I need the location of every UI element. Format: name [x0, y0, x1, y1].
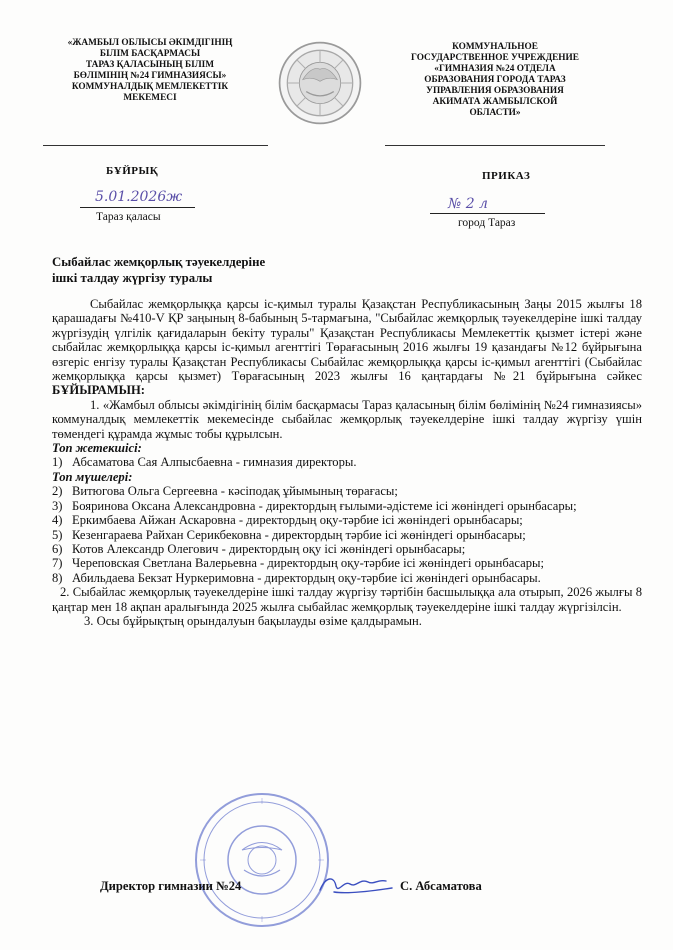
list-number: 3): [52, 498, 63, 513]
header-ru-block: [395, 42, 595, 119]
list-item: [52, 556, 642, 570]
order-word: БҰЙЫРАМЫН:: [52, 383, 146, 398]
subject-line: Сыбайлас жемқорлық тәуекелдеріне: [52, 255, 266, 269]
paragraph-2: 2. Сыбайлас жемқорлық тәуекелдеріне ішкі талдау жүргізу тәртібін басшылыққа ала отырып, 2026 жылғы 8 қаңтар мен 18 ақпан аралығында 2025 жылға сыбайлас жемқорлық тәуекелдеріне ішкі талдау жүргізілсін.: [52, 585, 642, 614]
header-ru-line: ОБРАЗОВАНИЯ ГОРОДА ТАРАЗ: [424, 75, 566, 85]
list-text: Абильдаева Бекзат Нуркеримовна - директордың оқу-тәрбие ісі жөніндегі орынбасары.: [72, 570, 541, 585]
list-number: 2): [52, 484, 63, 499]
signer-name: С. Абсаматова: [400, 879, 482, 893]
city-kz: Тараз қаласы: [96, 211, 161, 223]
list-text: Кезенгараева Райхан Серикбековна - директордың тәрбие ісі жөніндегі орынбасары;: [72, 527, 526, 542]
order-body: [52, 297, 642, 628]
signer-position: Директор гимназии №24: [100, 879, 242, 893]
header-kz-line: БІЛІМ БАСҚАРМАСЫ: [99, 49, 201, 59]
list-text: Абсаматова Сая Алпысбаевна - гимназия директоры.: [72, 455, 357, 470]
order-title-ru: ПРИКАЗ: [482, 170, 531, 182]
header-kz-line: «ЖАМБЫЛ ОБЛЫСЫ ӘКІМДІГІНІҢ: [67, 38, 233, 48]
members-heading: Топ мүшелері:: [52, 469, 133, 484]
list-item: [52, 484, 642, 498]
order-date: 5.01.2026ж: [95, 189, 183, 205]
header-ru-line: КОММУНАЛЬНОЕ: [452, 42, 538, 52]
header-ru-line: АКИМАТА ЖАМБЫЛСКОЙ: [432, 97, 558, 107]
paragraph-3: 3. Осы бұйрықтың орындалуын бақылауды өзіме қалдырамын.: [84, 613, 422, 628]
header-kz-line: КОММУНАЛДЫҚ МЕМЛЕКЕТТІК: [71, 82, 229, 92]
header-ru-line: ГОСУДАРСТВЕННОЕ УЧРЕЖДЕНИЕ: [411, 53, 579, 63]
order-number: № 2 л: [448, 196, 488, 212]
official-stamp-icon: [192, 790, 332, 930]
state-emblem-icon: [277, 40, 363, 126]
order-subject: [52, 254, 265, 286]
list-text: Котов Александр Олегович - директордың оқу ісі жөніндегі орынбасары;: [72, 541, 466, 556]
list-number: 8): [52, 570, 63, 585]
city-ru: город Тараз: [458, 217, 516, 229]
header-ru-line: «ГИМНАЗИЯ №24 ОТДЕЛА: [434, 64, 556, 74]
list-number: 4): [52, 513, 63, 528]
subject-line: ішкі талдау жүргізу туралы: [52, 271, 213, 285]
header-kz-line: ТАРАЗ ҚАЛАСЫНЫҢ БІЛІМ: [85, 60, 215, 70]
list-item: [52, 528, 642, 542]
intro-text: Сыбайлас жемқорлыққа қарсы іс-қимыл туралы Қазақстан Республикасының Заңы 2015 жылғы 18 қарашадағы №410-V ҚР заңының 8-бабының 5-тармағына, "Сыбайлас жемқорлық тәуекелдеріне ішкі талдау жүргізудің үлгілік қағидаларын бекіту туралы" Қазақстан Республикасы Мемлекеттік қызмет істері және сыбайлас жемқорлыққа қарсы іс-қимыл агенттігі Төрағасының 2016 жылғы 19 қазандағы №12 бұйрығына өзгеріс енгізу туралы Қазақстан Республикасы Сыбайлас жемқорлыққа қарсы іс-қимыл агенттігі (Сыбайлас жемқорлыққа қарсы қызмет) Төрағасының 2023 жылғы 16 қаңтардағы №21 бұйрығына сәйкес: [52, 297, 642, 384]
intro-paragraph: [52, 297, 642, 398]
header-kz-line: МЕКЕМЕСІ: [123, 93, 177, 103]
list-item: [52, 542, 642, 556]
list-text: Витюгова Ольга Сергеевна - кәсіподақ ұйымының төрағасы;: [72, 484, 398, 499]
leader-heading: Топ жетекшісі:: [52, 441, 142, 456]
header-rule-left: [43, 145, 268, 146]
list-text: Бояринова Оксана Александровна - директордың ғылыми-әдістеме ісі жөніндегі орынбасары;: [72, 498, 577, 513]
list-item: [52, 513, 642, 527]
list-item: [52, 455, 642, 469]
list-item: [52, 499, 642, 513]
header-kz-block: [40, 38, 260, 104]
header-ru-line: ОБЛАСТИ»: [469, 108, 521, 118]
list-text: Еркимбаева Айжан Аскаровна - директордың оқу-тәрбие ісі жөніндегі орынбасары;: [72, 513, 523, 528]
list-item: [52, 571, 642, 585]
list-text: Череповская Светлана Валерьевна - директордың оқу-тәрбие ісі жөніндегі орынбасары;: [72, 556, 544, 571]
list-number: 7): [52, 556, 63, 571]
order-title-kz: БҰЙРЫҚ: [106, 165, 159, 177]
handwritten-signature-icon: [316, 870, 396, 900]
list-number: 1): [52, 455, 63, 470]
list-number: 5): [52, 527, 63, 542]
number-underline: [430, 213, 545, 214]
date-underline: [80, 207, 195, 208]
header-ru-line: УПРАВЛЕНИЯ ОБРАЗОВАНИЯ: [426, 86, 564, 96]
paragraph-1: 1. «Жамбыл облысы әкімдігінің білім басқармасы Тараз қаласының білім бөлімінің №24 гимназиясы» коммуналдық мемлекеттік мекемесінде сыбайлас жемқорлық тәуекелдеріне ішкі талдау жүргізу үшін төмендегі құрамда жұмыс тобы құрылсын.: [52, 397, 642, 441]
header-kz-line: БӨЛІМІНІҢ №24 ГИМНАЗИЯСЫ»: [73, 71, 227, 81]
header-rule-right: [385, 145, 605, 146]
list-number: 6): [52, 541, 63, 556]
